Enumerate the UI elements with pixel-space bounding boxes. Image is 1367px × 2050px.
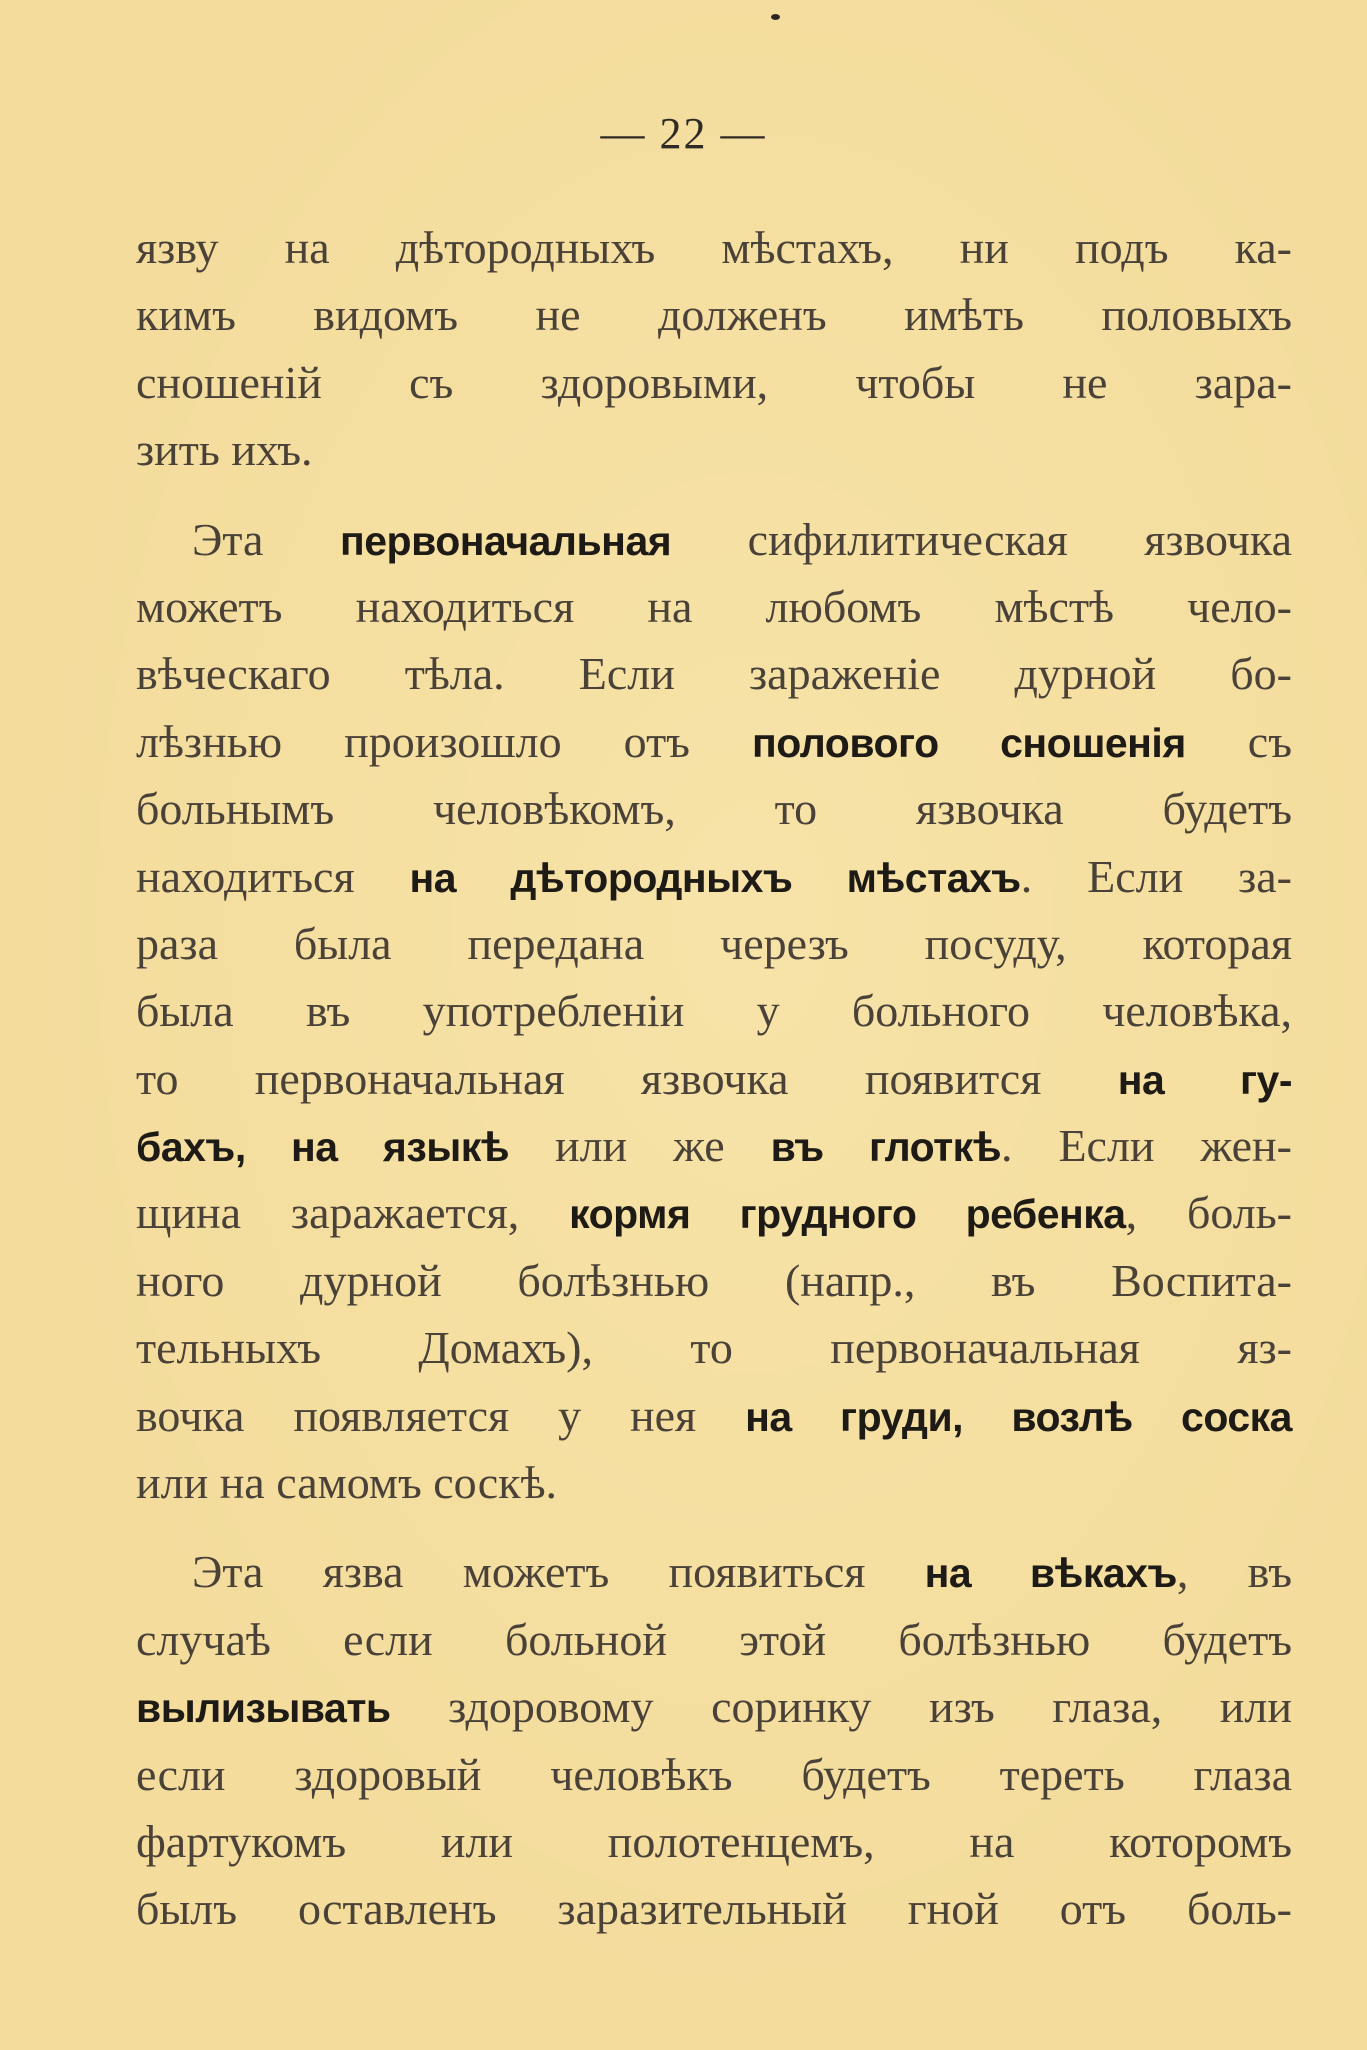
- text-run: . Если жен-: [1001, 1120, 1292, 1172]
- paragraph-gap: [136, 1516, 1292, 1538]
- ink-speck: [771, 14, 780, 20]
- paragraph: [136, 506, 1292, 1517]
- text-run: былъ оставленъ заразительный гной отъ боль-: [136, 1883, 1292, 1935]
- text-line: [136, 1045, 1292, 1112]
- text-run: сифилитическая язвочка: [671, 513, 1293, 565]
- page-body-text: [136, 214, 1292, 1943]
- text-run: больнымъ человѣкомъ, то язвочка будетъ: [136, 783, 1292, 835]
- bold-emphasis: на дѣтородныхъ мѣстахъ: [409, 854, 1021, 901]
- text-run: съ: [1185, 715, 1293, 767]
- text-run: раза была передана черезъ посуду, которая: [136, 917, 1292, 969]
- text-line: [136, 573, 1292, 640]
- text-line: [136, 1606, 1292, 1673]
- text-run: была въ употребленіи у больного человѣка,: [136, 985, 1292, 1037]
- bold-emphasis: на гу-: [1117, 1056, 1292, 1103]
- text-run: лѣзнью произошло отъ: [136, 715, 753, 767]
- text-line: [136, 506, 1292, 573]
- text-run: фартукомъ или полотенцемъ, на которомъ: [136, 1815, 1292, 1867]
- text-line: [136, 281, 1292, 348]
- text-line: [136, 416, 1292, 483]
- bold-emphasis: на груди, возлѣ соска: [745, 1393, 1292, 1440]
- text-run: тельныхъ Домахъ), то первоначальная яз-: [136, 1322, 1292, 1374]
- text-run: , въ: [1176, 1546, 1292, 1598]
- text-line: [136, 1247, 1292, 1314]
- text-run: или на самомъ соскѣ.: [136, 1457, 558, 1509]
- text-line: [136, 1112, 1292, 1179]
- text-line: [136, 843, 1292, 910]
- text-run: Эта язва можетъ появиться: [192, 1546, 925, 1598]
- text-run: язву на дѣтородныхъ мѣстахъ, ни подъ ка-: [136, 222, 1292, 273]
- text-line: [136, 1538, 1292, 1605]
- text-run: , боль-: [1125, 1187, 1292, 1239]
- text-run: или же: [509, 1120, 771, 1172]
- paragraph-gap: [136, 484, 1292, 506]
- text-line: [136, 1449, 1292, 1516]
- paragraph: [136, 1538, 1292, 1942]
- text-run: вочка появляется у нея: [136, 1389, 746, 1441]
- text-line: [136, 910, 1292, 977]
- bold-emphasis: кормя грудного ребенка: [569, 1191, 1126, 1238]
- text-line: [136, 977, 1292, 1044]
- bold-emphasis: въ глоткѣ: [770, 1124, 1002, 1171]
- text-run: находиться: [136, 850, 410, 902]
- text-line: [136, 708, 1292, 775]
- text-run: кимъ видомъ не долженъ имѣть половыхъ: [136, 289, 1292, 341]
- text-run: . Если за-: [1020, 850, 1292, 902]
- text-line: [136, 214, 1292, 281]
- text-run: если здоровый человѣкъ будетъ тереть глаза: [136, 1748, 1292, 1800]
- text-run: можетъ находиться на любомъ мѣстѣ чело-: [136, 580, 1292, 632]
- bold-emphasis: на вѣкахъ: [924, 1550, 1177, 1597]
- text-run: то первоначальная язвочка появится: [136, 1052, 1118, 1104]
- paragraph: [136, 214, 1292, 484]
- text-run: зить ихъ.: [136, 424, 313, 476]
- text-run: случаѣ если больной этой болѣзнью будетъ: [136, 1613, 1292, 1665]
- text-line: [136, 640, 1292, 707]
- text-line: [136, 1741, 1292, 1808]
- text-run: здоровому соринку изъ глаза, или: [390, 1681, 1292, 1733]
- text-line: [136, 1382, 1292, 1449]
- text-line: [136, 1179, 1292, 1246]
- page-number: — 22 —: [600, 109, 767, 158]
- text-line: [136, 1808, 1292, 1875]
- text-line: [136, 1673, 1292, 1740]
- bold-emphasis: бахъ, на языкѣ: [136, 1124, 510, 1171]
- text-line: [136, 349, 1292, 416]
- bold-emphasis: первоначальная: [339, 517, 672, 564]
- text-run: ного дурной болѣзнью (напр., въ Воспита-: [136, 1254, 1292, 1306]
- bold-emphasis: вылизывать: [136, 1685, 391, 1732]
- bold-emphasis: полового сношенія: [752, 719, 1186, 766]
- text-run: вѣческаго тѣла. Если зараженіе дурной бо-: [136, 648, 1292, 700]
- text-run: сношеній съ здоровыми, чтобы не зара-: [136, 356, 1292, 408]
- text-run: щина заражается,: [136, 1187, 570, 1239]
- text-line: [136, 775, 1292, 842]
- text-run: Эта: [192, 513, 340, 565]
- text-line: [136, 1314, 1292, 1381]
- text-line: [136, 1875, 1292, 1942]
